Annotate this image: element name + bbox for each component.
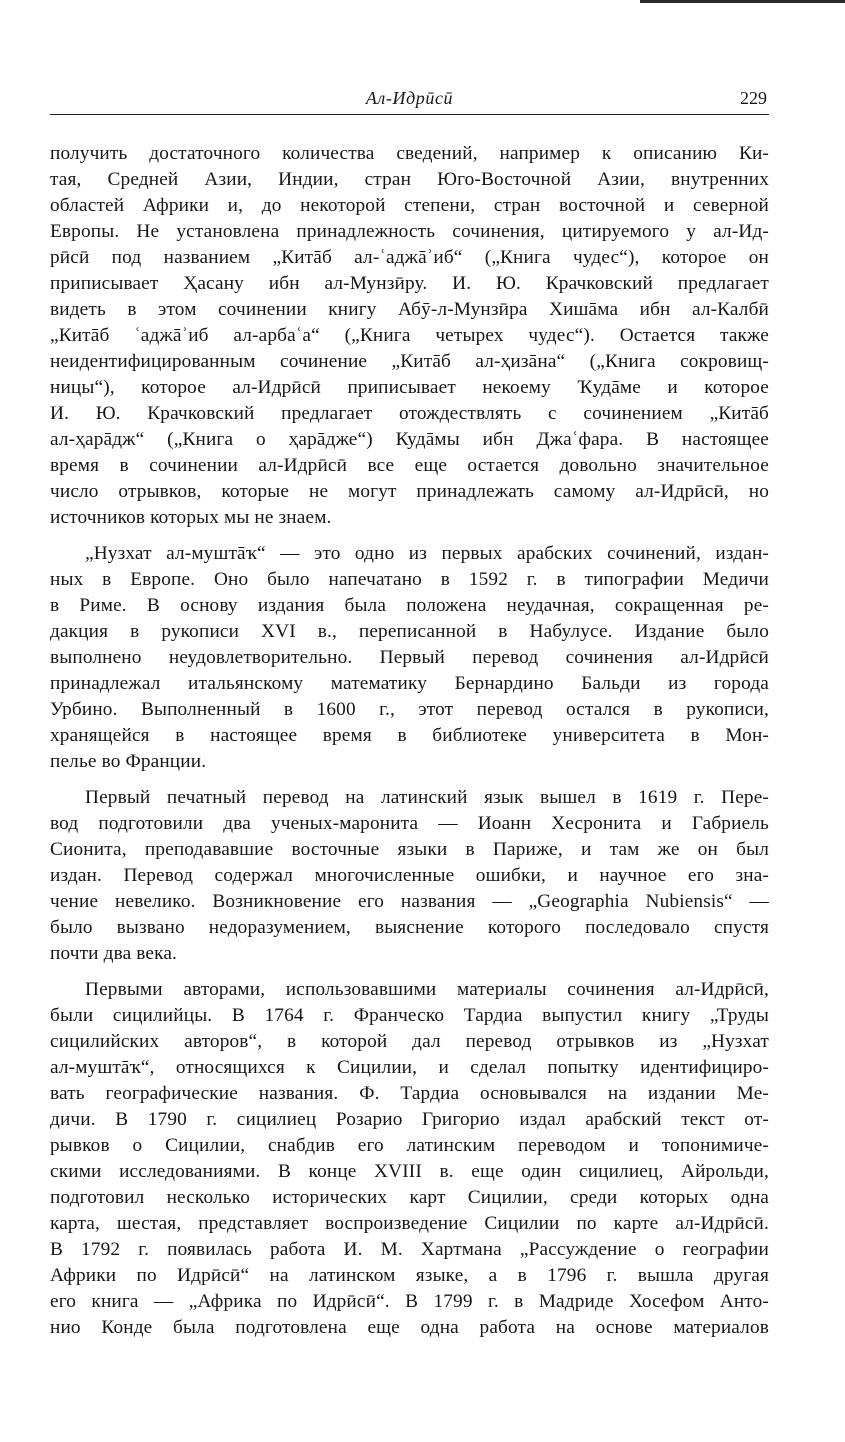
text-line: его книга — „Африка по Идрӣсӣ“. В 1799 г. в Мадриде Хосефом Анто- — [50, 1291, 769, 1312]
text-line: в Риме. В основу издания была положена неудачная, сокращенная ре- — [50, 595, 769, 616]
text-line: приписывает Ҳасану ибн ал-Мунзӣру. И. Ю. Крачковский предлагает — [50, 273, 769, 294]
paragraph — [50, 541, 769, 775]
text-line: пелье во Франции. — [50, 751, 207, 772]
text-line: рӣсӣ под названием „Китāб ал-ʿаджāʾиб“ („Книга чудес“), которое он — [50, 247, 769, 268]
text-line: сицилийских авторов“, в которой дал перевод отрывков из „Нузхат — [50, 1031, 769, 1052]
running-title: Ал-Идрӣсӣ — [365, 88, 454, 108]
text-line: Африки по Идрӣсӣ“ на латинском языке, а в 1796 г. вышла другая — [50, 1265, 769, 1286]
header-rule — [50, 114, 769, 115]
page-header — [50, 86, 769, 114]
text-line: тая, Средней Азии, Индии, стран Юго-Восточной Азии, внутренних — [50, 169, 769, 190]
text-line: Первый печатный перевод на латинский язык вышел в 1619 г. Пере- — [85, 787, 769, 808]
text-line: видеть в этом сочинении книгу Абӯ-л-Мунзӣра Хишāма ибн ал-Калбӣ — [50, 299, 769, 320]
text-line: выполнено неудовлетворительно. Первый перевод сочинения ал-Идрӣсӣ — [50, 647, 769, 668]
text-line: время в сочинении ал-Идрӣсӣ все еще остается довольно значительное — [50, 455, 769, 476]
text-line: карта, шестая, представляет воспроизведение Сицилии по карте ал-Идрӣсӣ. — [50, 1213, 769, 1234]
text-line: Урбино. Выполненный в 1600 г., этот перевод остался в рукописи, — [50, 699, 769, 720]
text-line: ал-ҳарāдж“ („Книга о ҳарāдже“) Кудāмы ибн Джаʿфара. В настоящее — [50, 429, 769, 450]
text-line: „Китāб ʿаджāʾиб ал-арбаʿа“ („Книга четырех чудес“). Остается также — [50, 325, 769, 346]
text-line: дичи. В 1790 г. сицилиец Розарио Григорио издал арабский текст от- — [50, 1109, 769, 1130]
body-text — [50, 141, 769, 1351]
text-line: вать географические названия. Ф. Тардиа основывался на издании Ме- — [50, 1083, 769, 1104]
text-line: получить достаточного количества сведений, например к описанию Ки- — [50, 143, 769, 164]
text-line: издан. Перевод содержал многочисленные ошибки, и научное его зна- — [50, 865, 769, 886]
text-line: областей Африки и, до некоторой степени, стран восточной и северной — [50, 195, 769, 216]
text-line: И. Ю. Крачковский предлагает отождествлять с сочинением „Китāб — [50, 403, 769, 424]
text-line: вод подготовили два ученых-маронита — Иоанн Хесронита и Габриель — [50, 813, 769, 834]
text-line: рывков о Сицилии, снабдив его латинским переводом и топонимиче- — [50, 1135, 769, 1156]
text-line: принадлежал итальянскому математику Бернардино Бальди из города — [50, 673, 769, 694]
text-line: ницы“), которое ал-Идрӣсӣ приписывает некоему Ҡудāме и которое — [50, 377, 769, 398]
text-line: Европы. Не установлена принадлежность сочинения, цитируемого у ал-Ид- — [50, 221, 769, 242]
text-line: подготовил несколько исторических карт Сицилии, среди которых одна — [50, 1187, 769, 1208]
text-line: хранящейся в настоящее время в библиотеке университета в Мон- — [50, 725, 769, 746]
text-line: почти два века. — [50, 943, 178, 964]
page-number: 229 — [740, 88, 767, 108]
text-line: скими исследованиями. В конце XVIII в. еще один сицилиец, Айрольди, — [50, 1161, 769, 1182]
text-line: В 1792 г. появилась работа И. М. Хартмана „Рассуждение о географии — [50, 1239, 769, 1260]
paragraph — [50, 141, 769, 531]
text-line: ал-муштāҡ“, относящихся к Сицилии, и сделал попытку идентифициро- — [50, 1057, 769, 1078]
scan-top-edge — [640, 0, 845, 3]
text-line: неидентифицированным сочинение „Китāб ал-ҳизāна“ („Книга сокровищ- — [50, 351, 769, 372]
text-line: чение невелико. Возникновение его названия — „Geographia Nubiensis“ — — [50, 891, 769, 912]
text-line: Первыми авторами, использовавшими материалы сочинения ал-Идрӣсӣ, — [85, 979, 769, 1000]
text-line: источников которых мы не знаем. — [50, 507, 332, 528]
text-line: были сицилийцы. В 1764 г. Франческо Тардиа выпустил книгу „Труды — [50, 1005, 769, 1026]
paragraph — [50, 785, 769, 967]
text-line: число отрывков, которые не могут принадлежать самому ал-Идрӣсӣ, но — [50, 481, 769, 502]
text-line: нио Конде была подготовлена еще одна работа на основе материалов — [50, 1317, 769, 1338]
text-line: „Нузхат ал-муштāҡ“ — это одно из первых арабских сочинений, издан- — [85, 543, 769, 564]
text-line: ных в Европе. Оно было напечатано в 1592 г. в типографии Медичи — [50, 569, 769, 590]
text-line: Сионита, преподававшие восточные языки в Париже, и там же он был — [50, 839, 769, 860]
text-line: было вызвано недоразумением, выяснение которого последовало спустя — [50, 917, 769, 938]
paragraph — [50, 977, 769, 1341]
text-line: дакция в рукописи XVI в., переписанной в Набулусе. Издание было — [50, 621, 769, 642]
